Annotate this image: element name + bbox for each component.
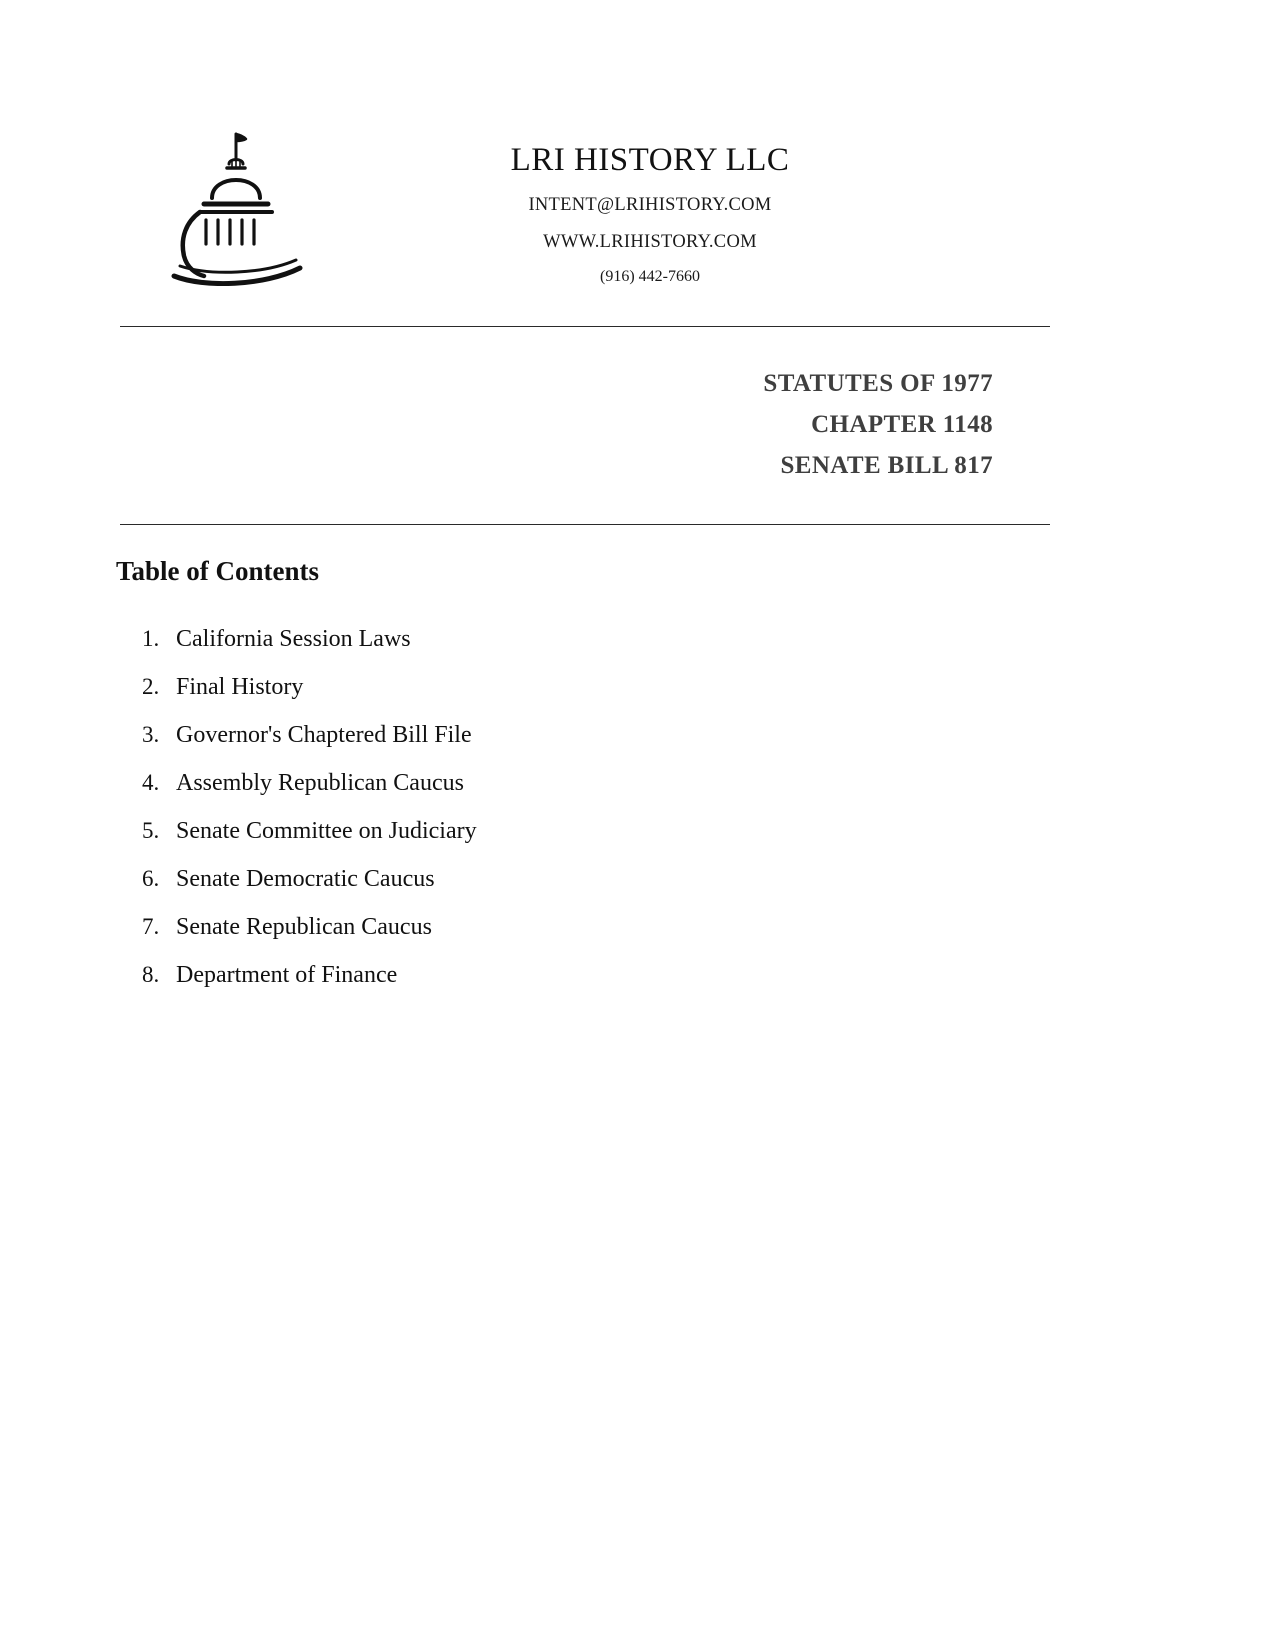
list-item — [116, 855, 916, 903]
list-item-label: Assembly Republican Caucus — [176, 770, 464, 796]
page-title: Table of Contents — [116, 556, 320, 586]
list-item — [116, 711, 916, 759]
list-item-number: 5. — [142, 818, 160, 843]
divider-top — [120, 326, 1050, 327]
heading-statutes: STATUTES OF 1977 — [763, 370, 993, 397]
list-item-number: 6. — [142, 866, 160, 891]
list-item — [116, 807, 916, 855]
list-item-label: Senate Committee on Judiciary — [176, 818, 477, 844]
list-item-number: 4. — [142, 770, 160, 795]
list-item-number: 7. — [142, 914, 160, 939]
list-item — [116, 951, 916, 999]
org-phone: (916) 442-7660 — [600, 268, 700, 285]
letterhead — [120, 120, 1050, 286]
list-item-number: 1. — [142, 626, 160, 651]
divider-bottom — [120, 524, 1050, 525]
list-item — [116, 615, 916, 663]
list-item — [116, 663, 916, 711]
list-item — [116, 903, 916, 951]
heading-bill: SENATE BILL 817 — [780, 452, 993, 479]
list-item-label: Final History — [176, 674, 304, 700]
org-info — [350, 120, 1050, 286]
list-item-label: Governor's Chaptered Bill File — [176, 722, 472, 748]
list-item-label: Department of Finance — [176, 962, 398, 988]
capitol-dome-icon — [160, 126, 310, 286]
list-item-label: California Session Laws — [176, 626, 411, 652]
list-item-number: 3. — [142, 722, 160, 747]
list-item-number: 2. — [142, 674, 160, 699]
heading-chapter: CHAPTER 1148 — [811, 411, 993, 438]
list-item-label: Senate Republican Caucus — [176, 914, 432, 940]
list-item-label: Senate Democratic Caucus — [176, 866, 435, 892]
logo — [120, 120, 350, 286]
org-website: WWW.LRIHISTORY.COM — [543, 232, 757, 252]
document-heading — [120, 363, 993, 486]
org-email: INTENT@LRIHISTORY.COM — [528, 195, 772, 215]
list-item-number: 8. — [142, 962, 160, 987]
list-item — [116, 759, 916, 807]
table-of-contents-list — [116, 615, 916, 999]
org-name: LRI HISTORY LLC — [510, 142, 790, 178]
